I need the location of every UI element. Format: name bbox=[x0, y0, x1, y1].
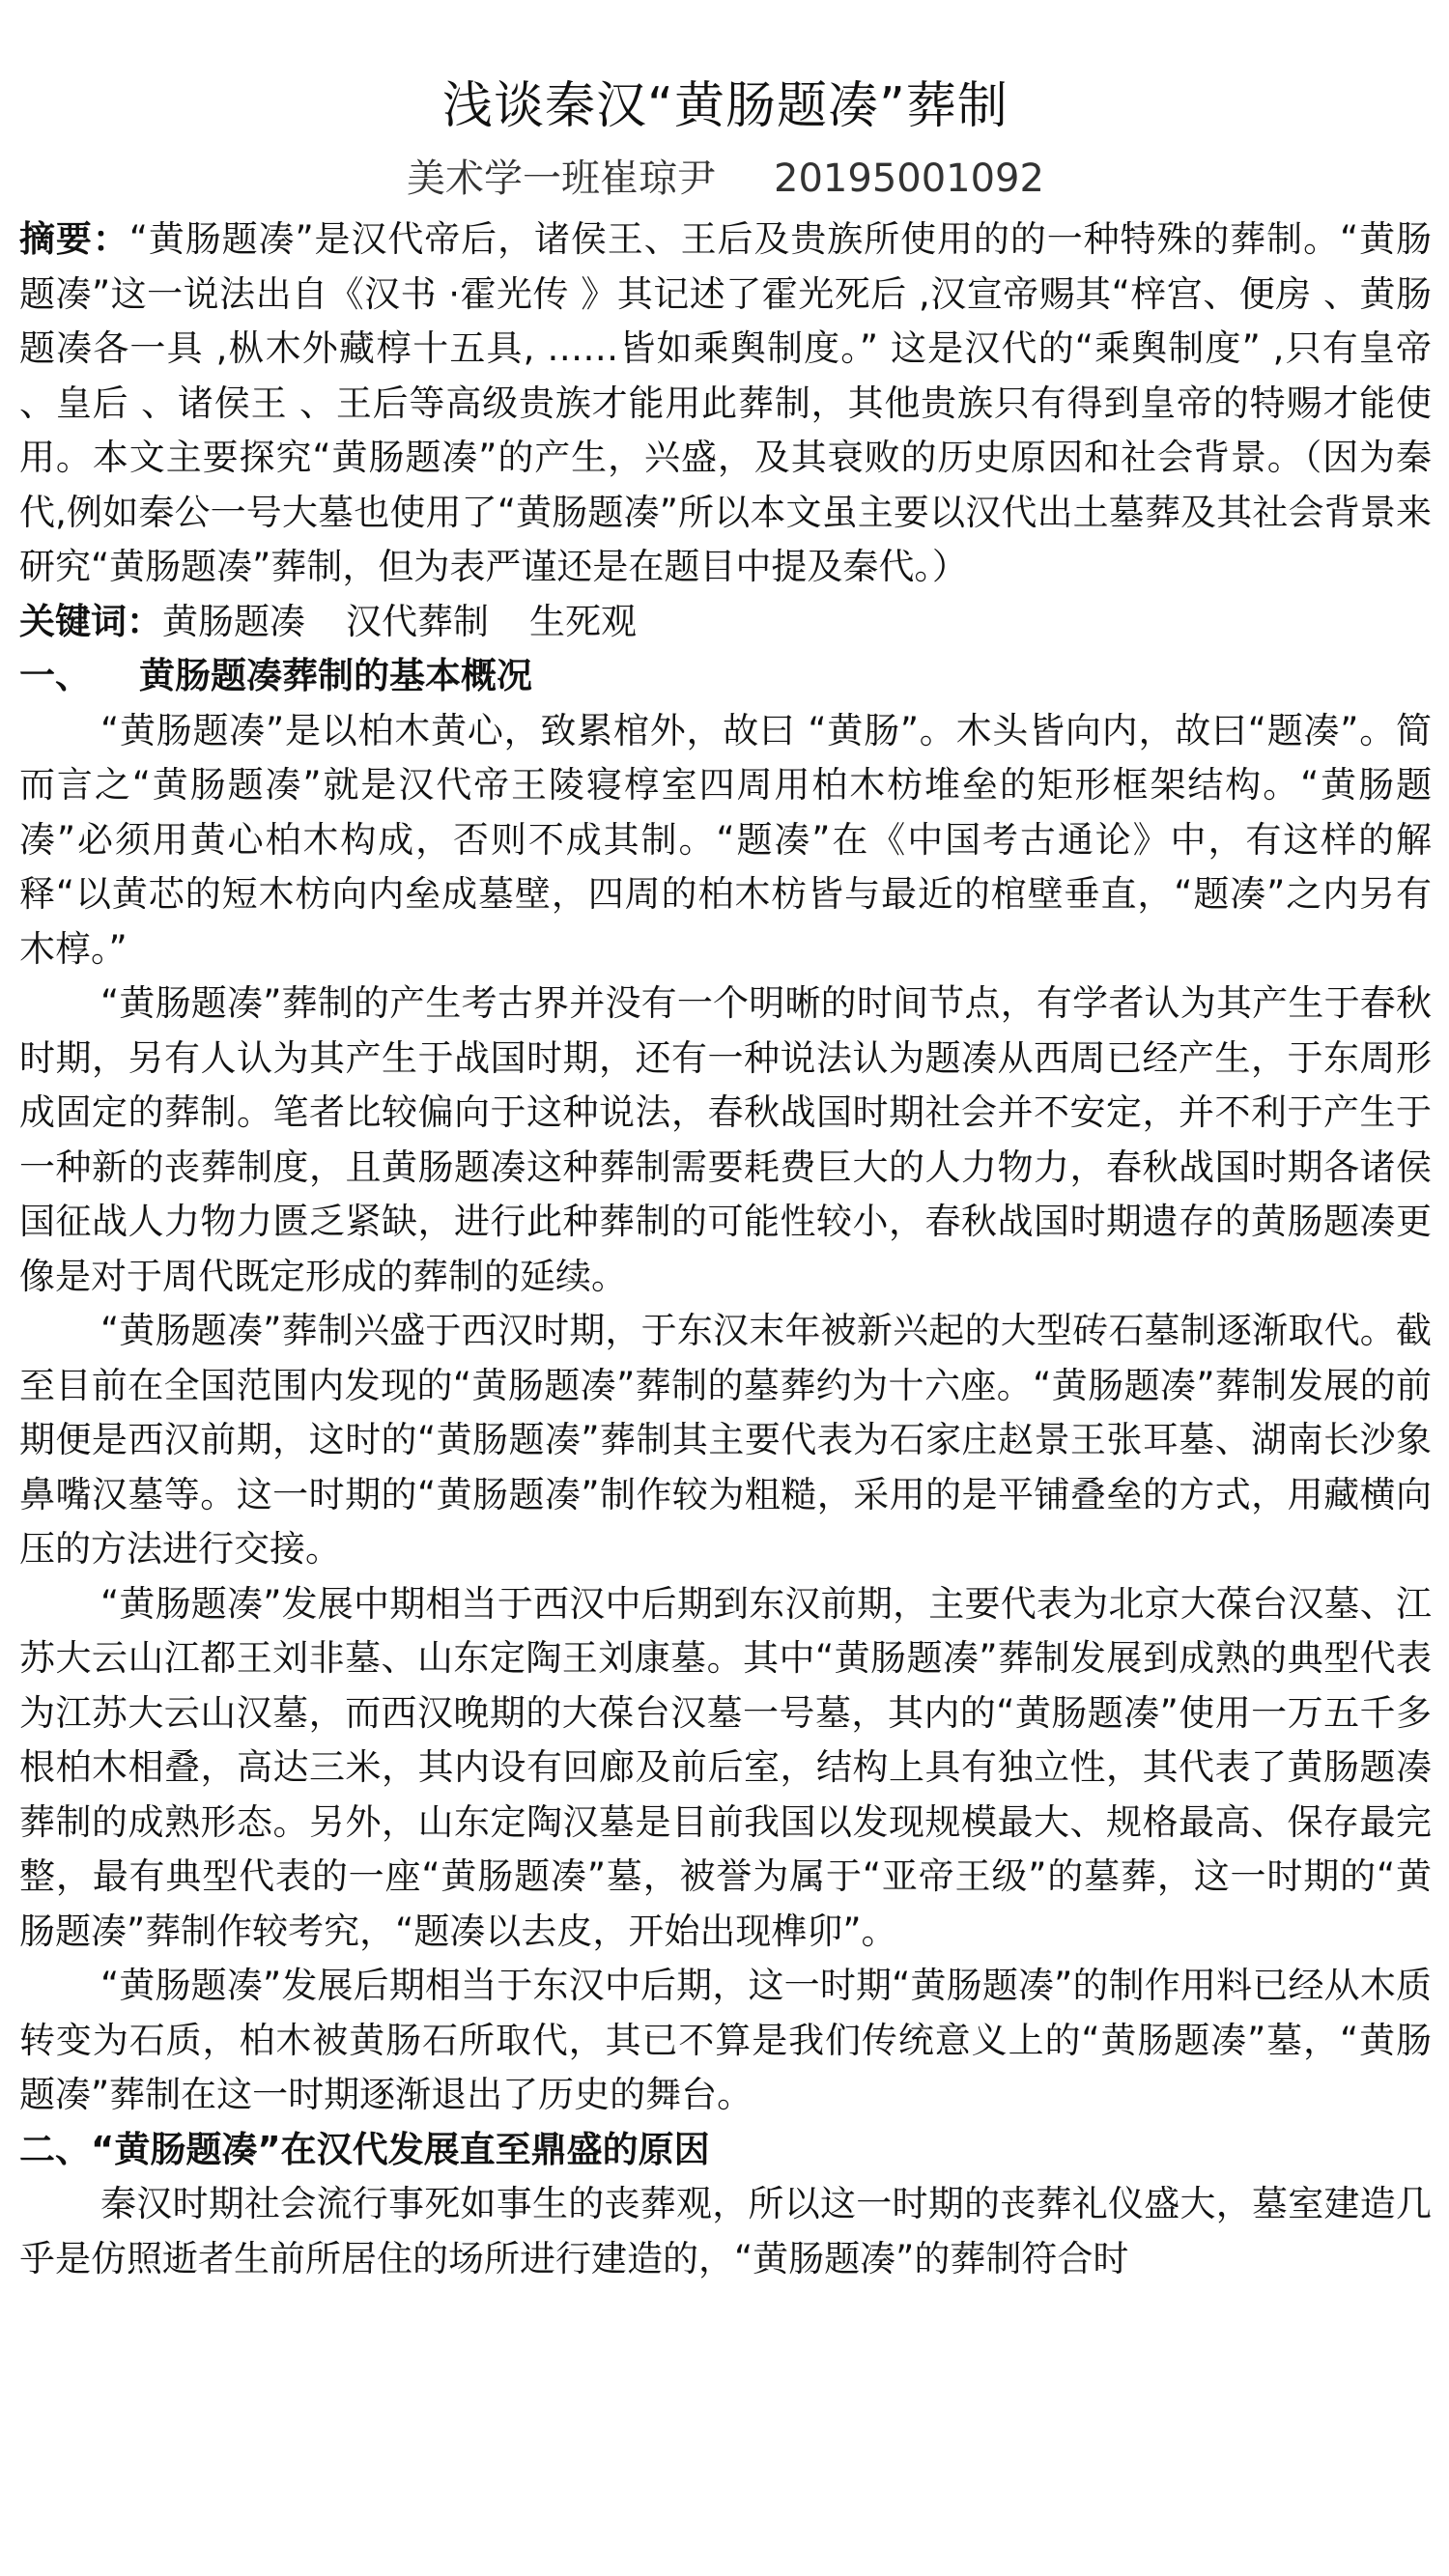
section-heading-2: 二、“黄肠题凑”在汉代发展直至鼎盛的原因 bbox=[19, 2128, 710, 2170]
keywords-label: 关键词： bbox=[19, 600, 162, 642]
body-paragraph: “黄肠题凑”葬制的产生考古界并没有一个明晰的时间节点，有学者认为其产生于春秋时期，另有人认为其产生于战国时期，还有一种说法认为题凑从西周已经产生，于东周形成固定的葬制。笔者比较偏向于这种说法，春秋战国时期社会并不安定，并不利于产生于一种新的丧葬制度，且黄肠题凑这种葬制需要耗费巨大的人力物力，春秋战国时期各诸侯国征战人力物力匮乏紧缺，进行此种葬制的可能性较小，春秋战国时期遗存的黄肠题凑更像是对于周代既定形成的葬制的延续。 bbox=[19, 982, 1432, 1297]
keyword: 汉代葬制 bbox=[346, 600, 489, 642]
author-name: 美术学一班崔琼尹 bbox=[407, 156, 717, 201]
section-title: 黄肠题凑葬制的基本概况 bbox=[139, 655, 532, 696]
abstract bbox=[19, 212, 1432, 595]
abstract-text: “黄肠题凑”是汉代帝后，诸侯王、王后及贵族所使用的的一种特殊的葬制。“黄肠题凑”这一说法出自《汉书 ·霍光传 》其记述了霍光死后 ,汉宣帝赐其“梓宫、便房 、黄肠题凑各一具 ,枞木外藏椁十五具, ……皆如乘舆制度。” 这是汉代的“乘舆制度” ,只有皇帝 、皇后 、诸侯王 、王后等高级贵族才能用此葬制，其他贵族只有得到皇帝的特赐才能使用。本文主要探究“黄肠题凑”的产生，兴盛，及其衰败的历史原因和社会背景。（因为秦代,例如秦公一号大墓也使用了“黄肠题凑”所以本文虽主要以汉代出土墓葬及其社会背景来研究“黄肠题凑”葬制，但为表严谨还是在题目中提及秦代。） bbox=[19, 218, 1432, 587]
document-title: 浅谈秦汉“黄肠题凑”葬制 bbox=[442, 77, 1009, 135]
keywords bbox=[19, 595, 1432, 650]
body-paragraph: “黄肠题凑”发展后期相当于东汉中后期，这一时期“黄肠题凑”的制作用料已经从木质转变为石质，柏木被黄肠石所取代，其已不算是我们传统意义上的“黄肠题凑”墓，“黄肠题凑”葬制在这一时期逐渐退出了历史的舞台。 bbox=[19, 1965, 1432, 2115]
body-paragraph: “黄肠题凑”是以柏木黄心，致累棺外，故曰 “黄肠”。木头皆向内，故曰“题凑”。简而言之“黄肠题凑”就是汉代帝王陵寝椁室四周用柏木枋堆垒的矩形框架结构。“黄肠题凑”必须用黄心柏木构成，否则不成其制。“题凑”在《中国考古通论》中，有这样的解释“以黄芯的短木枋向内垒成墓壁，四周的柏木枋皆与最近的棺壁垂直，“题凑”之内另有木椁。” bbox=[19, 709, 1432, 970]
author-line bbox=[19, 149, 1432, 209]
body-paragraph: 秦汉时期社会流行事死如事生的丧葬观，所以这一时期的丧葬礼仪盛大，墓室建造几乎是仿照逝者生前所居住的场所进行建造的，“黄肠题凑”的葬制符合时 bbox=[19, 2183, 1432, 2279]
keyword: 生死观 bbox=[529, 600, 637, 642]
student-id: 20195001092 bbox=[774, 156, 1044, 201]
abstract-label: 摘要： bbox=[19, 218, 129, 260]
keyword: 黄肠题凑 bbox=[162, 600, 305, 642]
body-paragraph: “黄肠题凑”葬制兴盛于西汉时期，于东汉末年被新兴起的大型砖石墓制逐渐取代。截至目前在全国范围内发现的“黄肠题凑”葬制的墓葬约为十六座。“黄肠题凑”葬制发展的前期便是西汉前期，这时的“黄肠题凑”葬制其主要代表为石家庄赵景王张耳墓、湖南长沙象鼻嘴汉墓等。这一时期的“黄肠题凑”制作较为粗糙，采用的是平铺叠垒的方式，用藏横向压的方法进行交接。 bbox=[19, 1310, 1432, 1570]
section-number: 一、 bbox=[19, 655, 91, 696]
section-heading-1 bbox=[19, 649, 1432, 704]
document-page bbox=[19, 68, 1432, 2286]
body-paragraph: “黄肠题凑”发展中期相当于西汉中后期到东汉前期，主要代表为北京大葆台汉墓、江苏大云山江都王刘非墓、山东定陶王刘康墓。其中“黄肠题凑”葬制发展到成熟的典型代表为江苏大云山汉墓，而西汉晚期的大葆台汉墓一号墓，其内的“黄肠题凑”使用一万五千多根柏木相叠，高达三米，其内设有回廊及前后室，结构上具有独立性，其代表了黄肠题凑葬制的成熟形态。另外，山东定陶汉墓是目前我国以发现规模最大、规格最高、保存最完整，最有典型代表的一座“黄肠题凑”墓，被誉为属于“亚帝王级”的墓葬，这一时期的“黄肠题凑”葬制作较考究，“题凑以去皮，开始出现榫卯”。 bbox=[19, 1582, 1432, 1952]
